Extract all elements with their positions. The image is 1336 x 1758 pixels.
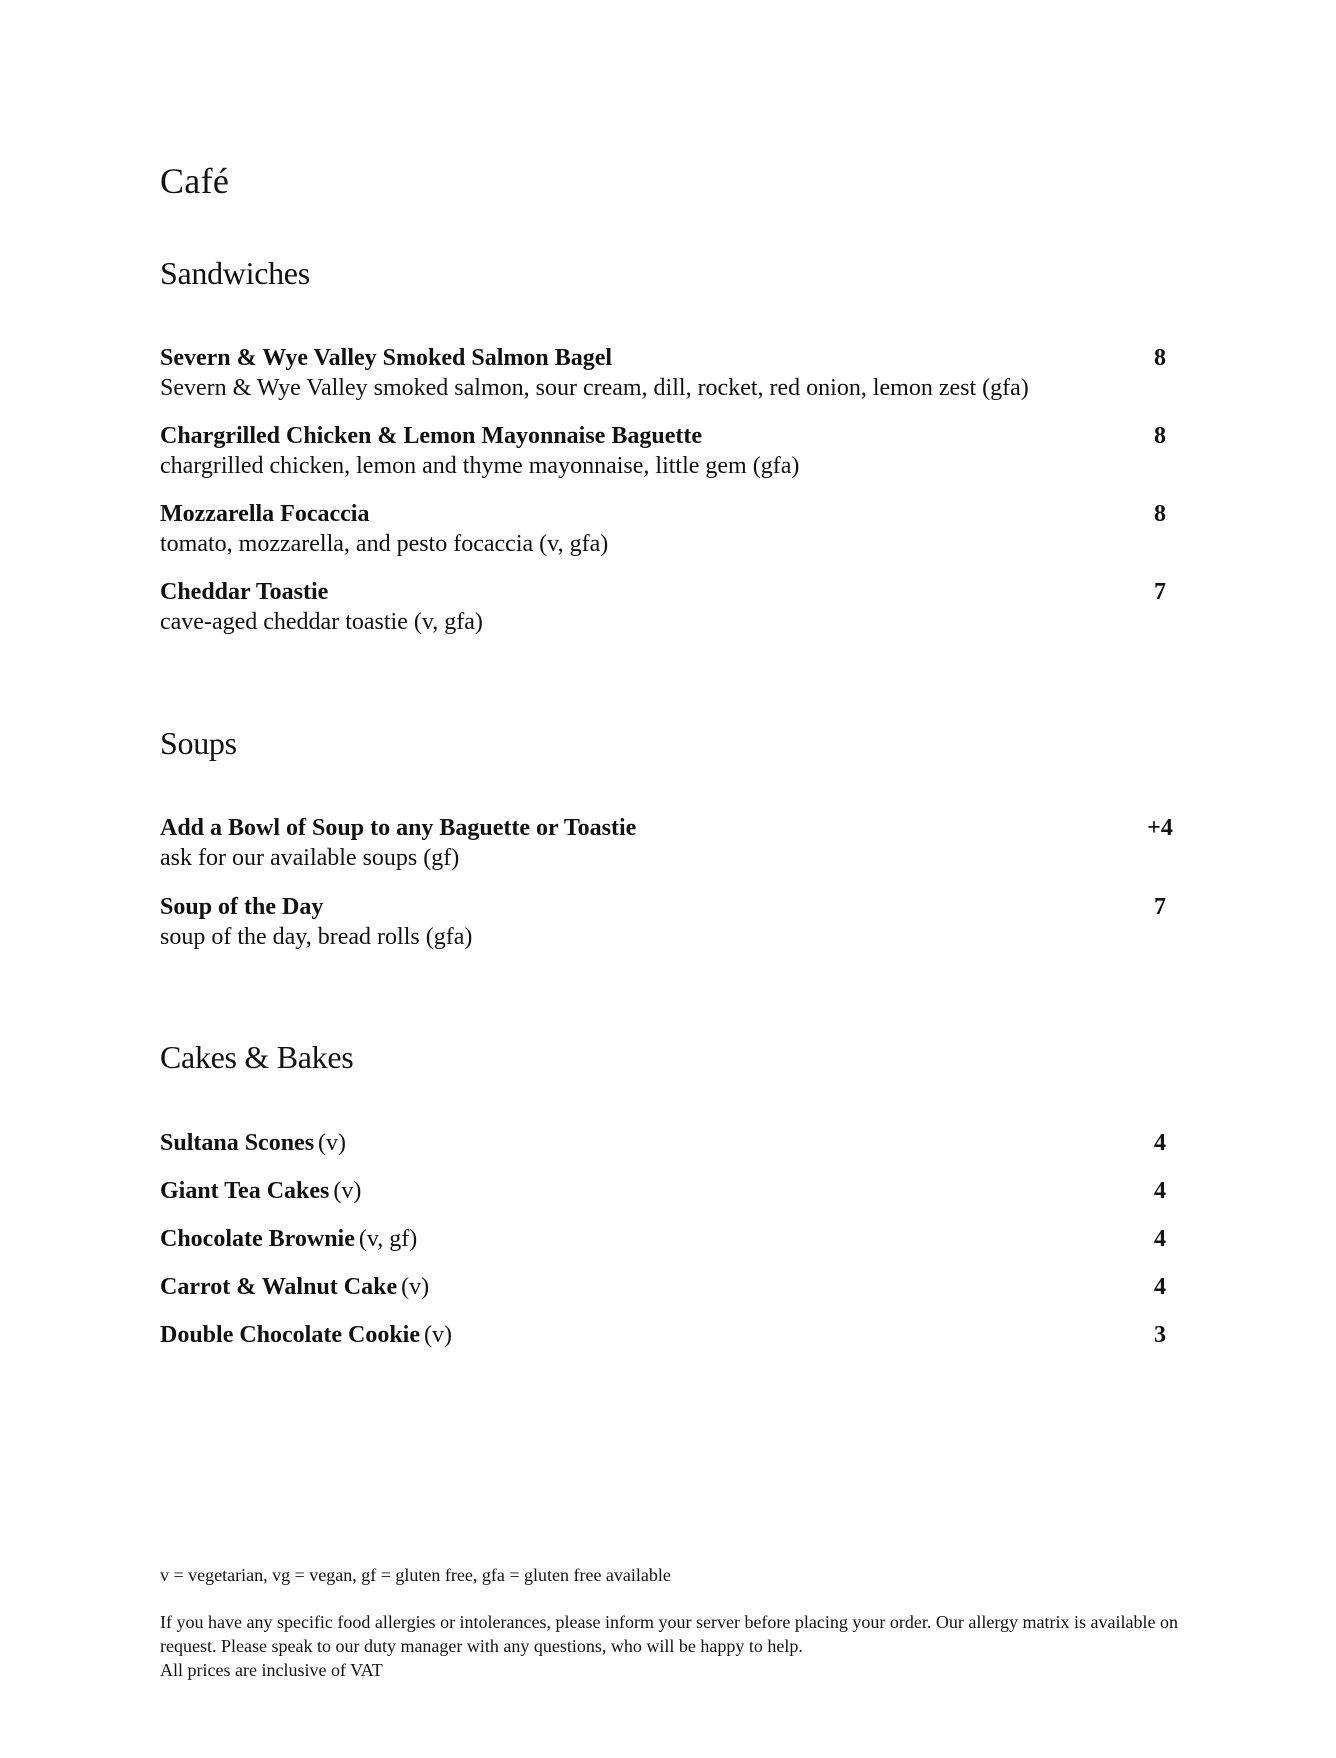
item-name: Cheddar Toastie xyxy=(160,579,329,605)
menu-item xyxy=(160,1320,1166,1350)
item-name: Mozzarella Focaccia xyxy=(160,501,370,527)
item-name: Add a Bowl of Soup to any Baguette or Toastie xyxy=(160,815,637,841)
menu-item xyxy=(160,577,1166,637)
item-name: Carrot & Walnut Cake xyxy=(160,1274,398,1300)
item-dietary-tags: (v) xyxy=(318,1130,347,1156)
menu-item xyxy=(160,343,1166,403)
item-name: Severn & Wye Valley Smoked Salmon Bagel xyxy=(160,345,613,371)
section-heading-sandwiches: Sandwiches xyxy=(160,255,310,291)
item-price: 4 xyxy=(1154,1130,1166,1156)
menu-item xyxy=(160,421,1166,481)
item-description: cave-aged cheddar toastie (v, gfa) xyxy=(160,609,483,635)
item-name: Sultana Scones xyxy=(160,1130,315,1156)
menu-item xyxy=(160,892,1166,952)
menu-item xyxy=(160,1176,1166,1206)
item-dietary-tags: (v) xyxy=(401,1274,430,1300)
item-description: tomato, mozzarella, and pesto focaccia (v, gfa) xyxy=(160,531,609,557)
item-price: +4 xyxy=(1147,815,1173,841)
item-name: Giant Tea Cakes xyxy=(160,1178,330,1204)
item-name: Chargrilled Chicken & Lemon Mayonnaise Baguette xyxy=(160,423,702,449)
dietary-key: v = vegetarian, vg = vegan, gf = gluten free, gfa = gluten free available xyxy=(160,1565,671,1585)
item-name: Double Chocolate Cookie xyxy=(160,1322,420,1348)
item-description: Severn & Wye Valley smoked salmon, sour cream, dill, rocket, red onion, lemon zest (gfa) xyxy=(160,375,1029,401)
item-description: soup of the day, bread rolls (gfa) xyxy=(160,924,473,950)
item-price: 4 xyxy=(1154,1226,1166,1252)
item-dietary-tags: (v) xyxy=(333,1178,362,1204)
item-price: 4 xyxy=(1154,1178,1166,1204)
allergy-notice xyxy=(160,1610,1180,1682)
item-price: 4 xyxy=(1154,1274,1166,1300)
menu-item xyxy=(160,813,1173,873)
item-price: 3 xyxy=(1154,1322,1166,1348)
item-description: chargrilled chicken, lemon and thyme mayonnaise, little gem (gfa) xyxy=(160,453,800,479)
vat-notice-text: All prices are inclusive of VAT xyxy=(160,1660,383,1680)
item-price: 7 xyxy=(1154,894,1166,920)
menu-item xyxy=(160,1224,1166,1254)
item-price: 8 xyxy=(1154,423,1166,449)
allergy-notice-text: If you have any specific food allergies or intolerances, please inform your server before placing your order. Our allergy matrix is available on request. Please speak to our duty manager with any questions, who will be happy to help. xyxy=(160,1612,1178,1656)
item-dietary-tags: (v, gf) xyxy=(358,1226,418,1252)
item-price: 8 xyxy=(1154,501,1166,527)
item-dietary-tags: (v) xyxy=(424,1322,452,1348)
item-price: 7 xyxy=(1154,579,1166,605)
section-heading-cakes-bakes: Cakes & Bakes xyxy=(160,1039,354,1075)
item-name: Soup of the Day xyxy=(160,894,324,920)
menu-item xyxy=(160,1272,1166,1302)
menu-item xyxy=(160,1128,1166,1158)
item-description: ask for our available soups (gf) xyxy=(160,845,460,871)
section-heading-soups: Soups xyxy=(160,725,237,761)
item-price: 8 xyxy=(1154,345,1166,371)
menu-item xyxy=(160,499,1166,559)
page-title: Café xyxy=(160,161,230,201)
item-name: Chocolate Brownie xyxy=(160,1226,355,1252)
